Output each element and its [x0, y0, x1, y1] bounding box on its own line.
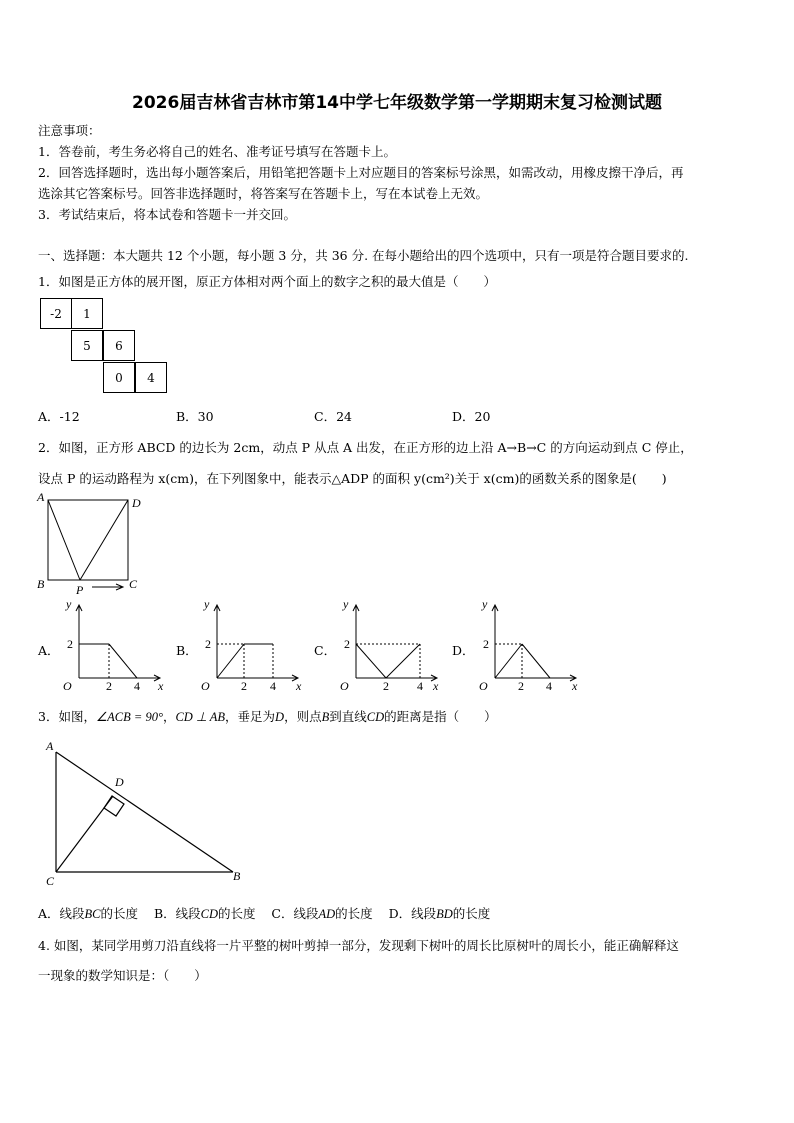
q3-text: 的距离是指（ ） [384, 709, 497, 724]
option-text: 的长度 [218, 906, 256, 921]
q3-text: ，则点 [284, 709, 322, 724]
option-text: 的长度 [100, 906, 139, 921]
q2-option-d: D． [452, 643, 475, 658]
option-text: B．线段 [153, 906, 201, 921]
q1-option-d: D．20 [452, 409, 491, 424]
label-c: C [46, 874, 55, 888]
label-c: C [129, 577, 138, 591]
y-axis-label: y [482, 597, 488, 611]
q2-stem-line-2: 设点 P 的运动路程为 x(cm)，在下列图象中，能表示△ADP 的面积 y(cm²)关于 x(cm)的函数关系的图象是( ) [38, 471, 667, 486]
q3-math: CD [366, 710, 385, 724]
x-tick: 4 [270, 679, 276, 693]
square-figure [30, 488, 160, 600]
q3-option-d [389, 906, 491, 921]
q3-text: ， [162, 709, 176, 724]
graph-b [193, 594, 308, 694]
label-p: P [76, 583, 84, 597]
graph-d [471, 594, 586, 694]
option-text: D．线段 [388, 906, 437, 921]
option-math: BD [436, 907, 453, 921]
x-tick: 4 [134, 679, 140, 693]
q2-option-a: A． [38, 643, 60, 658]
x-tick: 2 [106, 679, 112, 693]
label-b: B [37, 577, 45, 591]
note-1: 1．答卷前，考生务必将自己的姓名、准考证号填写在答题卡上。 [38, 144, 396, 159]
q1-option-c: C．24 [314, 409, 352, 424]
q2-option-b: B． [176, 643, 198, 658]
y-axis-label: y [204, 597, 210, 611]
x-tick: 2 [518, 679, 524, 693]
q2-stem-line-1: 2．如图，正方形 ABCD 的边长为 2cm，动点 P 从点 A 出发，在正方形的边上沿 A→B→C 的方向运动到点 C 停止， [38, 440, 693, 455]
option-text: C．线段 [271, 906, 319, 921]
notes-heading: 注意事项： [38, 123, 101, 138]
option-text: A．线段 [38, 906, 85, 921]
net-cell: 1 [71, 298, 103, 329]
q4-stem-line-2: 一现象的数学知识是：（ ） [38, 968, 207, 983]
label-d: D [115, 775, 124, 789]
net-cell: 0 [103, 362, 135, 393]
y-tick: 2 [67, 637, 73, 651]
y-axis-label: y [66, 597, 72, 611]
x-tick: 4 [546, 679, 552, 693]
q2-option-c: C． [314, 643, 337, 658]
q3-math: ∠ACB = 90° [95, 710, 163, 724]
q3-text: 到直线 [329, 709, 367, 724]
net-cell: 5 [71, 330, 103, 361]
y-tick: 2 [205, 637, 211, 651]
option-text: 的长度 [452, 906, 491, 921]
page-title: 2026届吉林省吉林市第14中学七年级数学第一学期期末复习检测试题 [132, 93, 662, 113]
x-tick: 4 [417, 679, 423, 693]
net-cell: -2 [40, 298, 72, 329]
q3-text: ，垂足为 [225, 709, 276, 724]
q3-math: CD ⊥ AB [175, 710, 226, 724]
note-2-line-2: 选涂其它答案标号。回答非选择题时，将答案写在答题卡上，写在本试卷上无效。 [38, 186, 489, 201]
origin-label: O [479, 679, 488, 693]
q3-option-a [38, 906, 138, 921]
x-axis-label: x [433, 679, 439, 693]
x-axis-label: x [572, 679, 578, 693]
origin-label: O [201, 679, 210, 693]
q3-math: D [275, 710, 285, 724]
option-text: 的长度 [335, 906, 373, 921]
option-math: AD [318, 907, 336, 921]
note-3: 3．考试结束后，将本试卷和答题卡一并交回。 [38, 207, 296, 222]
label-a: A [37, 490, 45, 504]
y-tick: 2 [344, 637, 350, 651]
q3-stem [38, 707, 497, 725]
option-math: CD [200, 907, 218, 921]
q3-option-c [271, 906, 372, 921]
net-cell: 4 [135, 362, 167, 393]
option-math: BC [84, 907, 101, 921]
q1-option-b: B．30 [176, 409, 214, 424]
x-tick: 2 [241, 679, 247, 693]
origin-label: O [63, 679, 72, 693]
origin-label: O [340, 679, 349, 693]
x-axis-label: x [158, 679, 164, 693]
x-axis-label: x [296, 679, 302, 693]
section-heading: 一、选择题：本大题共 12 个小题，每小题 3 分，共 36 分. 在每小题给出的四个选项中，只有一项是符合题目要求的. [38, 248, 689, 263]
graph-c [332, 594, 447, 694]
q4-stem-line-1: 4. 如图，某同学用剪刀沿直线将一片平整的树叶剪掉一部分，发现剩下树叶的周长比原树叶的周长小，能正确解释这 [38, 938, 679, 953]
triangle-figure [38, 735, 253, 890]
q3-options [38, 904, 490, 922]
y-axis-label: y [343, 597, 349, 611]
label-b: B [233, 869, 241, 883]
q3-text: 3．如图， [38, 709, 96, 724]
q3-option-b [154, 906, 256, 921]
note-2-line-1: 2．回答选择题时，选出每小题答案后，用铅笔把答题卡上对应题目的答案标号涂黑，如需改动，用橡皮擦干净后，再 [38, 165, 684, 180]
y-tick: 2 [483, 637, 489, 651]
q3-math: B [321, 710, 330, 724]
label-a: A [46, 739, 54, 753]
q1-stem: 1．如图是正方体的展开图，原正方体相对两个面上的数字之积的最大值是（ ） [38, 274, 496, 289]
net-cell: 6 [103, 330, 135, 361]
label-d: D [132, 496, 141, 510]
q1-option-a: A．-12 [38, 409, 80, 424]
graph-a [55, 594, 170, 694]
x-tick: 2 [383, 679, 389, 693]
